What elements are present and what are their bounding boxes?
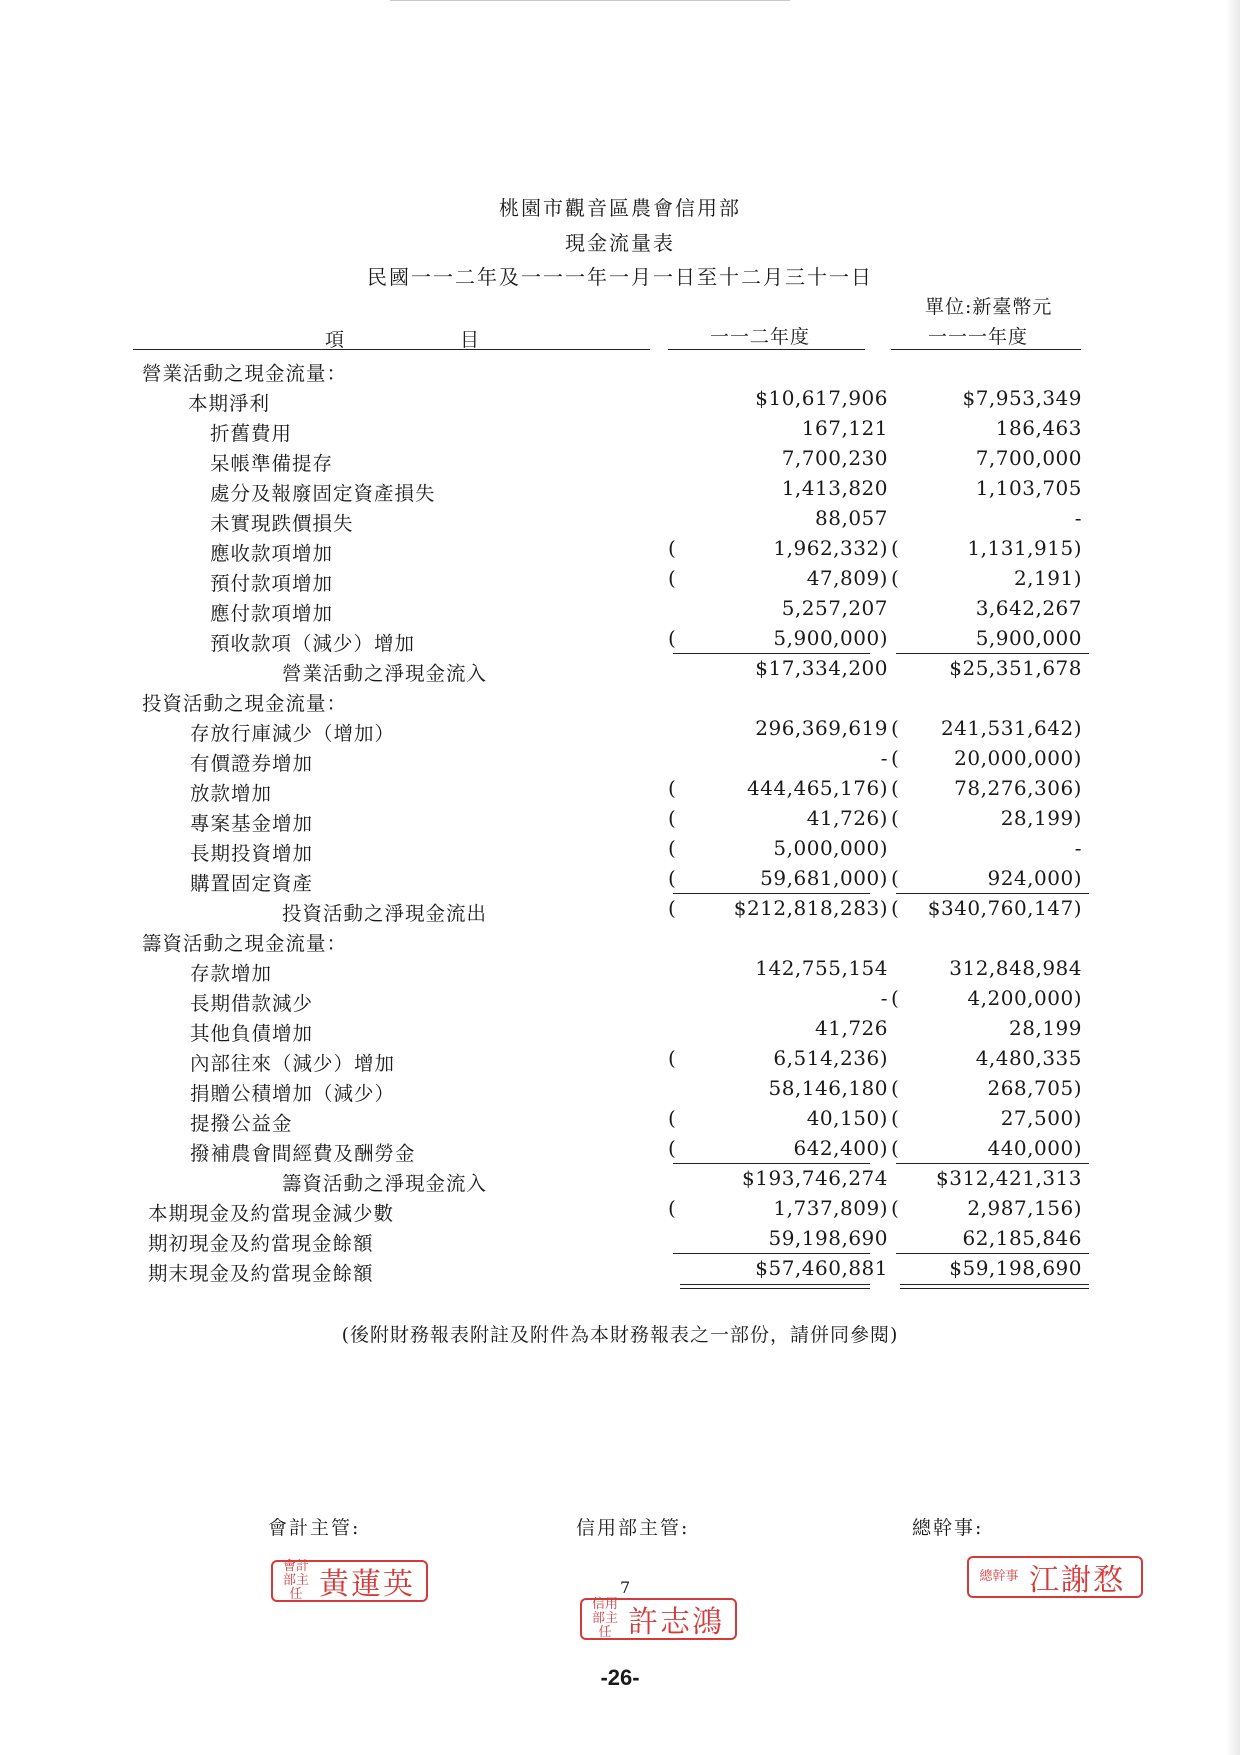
value-year-111: 27,500) [1000,1106,1082,1130]
general-manager-stamp [967,1556,1143,1598]
table-row [0,744,1240,774]
footnote: (後附財務報表附註及附件為本財務報表之一部份，請併同參閱) [341,1324,899,1346]
value-year-111: 5,900,000 [975,626,1082,650]
stamp-title: 總幹事 [979,1569,1019,1584]
table-row [0,894,1240,924]
value-year-112: 142,755,154 [755,956,888,980]
row-label: 長期投資增加 [190,842,314,865]
table-row [0,1074,1240,1104]
value-year-112: $10,617,906 [755,386,888,410]
value-year-112: 58,146,180 [768,1076,888,1100]
value-year-111: 1,131,915) [967,536,1082,560]
value-year-111: 924,000) [987,866,1082,890]
negative-paren-111: ( [891,866,899,890]
value-year-112: 5,000,000) [773,836,888,860]
row-label: 長期借款減少 [190,992,314,1015]
row-label: 未實現跌價損失 [210,512,354,535]
stamp-name: 許志鴻 [628,1605,724,1640]
row-label: 存放行庫減少（增加） [190,722,396,745]
header-underline-year-111 [891,349,1081,350]
row-label: 應付款項增加 [210,602,334,625]
row-label: 籌資活動之淨現金流入 [282,1172,488,1195]
table-row [0,1014,1240,1044]
negative-paren-112: ( [668,1046,676,1070]
column-header-year-112: 一一二年度 [710,326,811,348]
value-year-111: 20,000,000) [954,746,1082,770]
row-label: 存款增加 [190,962,273,985]
negative-paren-111: ( [891,776,899,800]
value-year-111: 186,463 [995,416,1082,440]
table-row [0,504,1240,534]
negative-paren-112: ( [668,1106,676,1130]
value-year-111: 7,700,000 [975,446,1082,470]
negative-paren-111: ( [891,1136,899,1160]
value-year-111: 241,531,642) [940,716,1082,740]
table-row [0,1254,1240,1284]
table-row [0,414,1240,444]
page-number: -26- [600,1665,640,1690]
statement-title: 現金流量表 [565,231,675,255]
row-label: 放款增加 [190,782,273,805]
table-row [0,654,1240,684]
credit-stamp [580,1598,737,1640]
signature-label-credit: 信用部主管: [576,1517,690,1539]
row-label: 呆帳準備提存 [210,452,334,475]
row-label: 本期淨利 [188,392,271,415]
value-year-112: 444,465,176) [746,776,888,800]
table-row [0,354,1240,384]
value-year-111: 28,199 [1009,1016,1082,1040]
table-row [0,864,1240,894]
negative-paren-112: ( [668,896,676,920]
table-row [0,444,1240,474]
value-year-112: $57,460,881 [755,1256,888,1280]
row-label: 投資活動之現金流量： [142,692,348,715]
value-year-112: 642,400) [793,1136,888,1160]
row-label: 折舊費用 [210,422,293,445]
table-row [0,1164,1240,1194]
value-year-112: 7,700,230 [781,446,888,470]
value-year-112: 41,726) [806,806,888,830]
row-label: 購置固定資產 [190,872,314,895]
table-row [0,1134,1240,1164]
value-year-112: - [880,986,888,1010]
row-label: 投資活動之淨現金流出 [282,902,488,925]
cash-flow-table [0,354,1240,1284]
row-label: 期末現金及約當現金餘額 [148,1262,374,1285]
table-row [0,594,1240,624]
negative-paren-112: ( [668,626,676,650]
negative-paren-112: ( [668,806,676,830]
value-year-111: $25,351,678 [949,656,1082,680]
value-year-112: 40,150) [806,1106,888,1130]
table-row [0,474,1240,504]
table-row [0,714,1240,744]
stamp-title: 會計部主任 [282,1559,309,1602]
negative-paren-112: ( [668,1196,676,1220]
value-year-111: 268,705) [987,1076,1082,1100]
value-year-112: 296,369,619 [755,716,888,740]
row-label: 期初現金及約當現金餘額 [148,1232,374,1255]
row-label: 營業活動之淨現金流入 [282,662,488,685]
value-year-112: 41,726 [815,1016,888,1040]
value-year-112: 5,257,207 [781,596,888,620]
stamp-name: 黃蓮英 [319,1567,415,1602]
value-year-111: 4,200,000) [967,986,1082,1010]
stamp-title: 信用部主任 [591,1597,618,1640]
table-row [0,834,1240,864]
column-header-item: 項 目 [325,329,480,351]
negative-paren-111: ( [891,746,899,770]
table-row [0,984,1240,1014]
value-year-112: 1,962,332) [773,536,888,560]
value-year-111: 312,848,984 [949,956,1082,980]
value-year-112: $193,746,274 [742,1166,888,1190]
value-year-112: 59,681,000) [760,866,888,890]
value-year-111: 2,191) [1013,566,1082,590]
negative-paren-111: ( [891,986,899,1010]
table-row [0,924,1240,954]
value-year-111: 1,103,705 [975,476,1082,500]
row-label: 提撥公益金 [190,1112,293,1135]
value-year-112: 1,737,809) [773,1196,888,1220]
row-label: 本期現金及約當現金減少數 [148,1202,395,1225]
stamp-name: 江謝愗 [1029,1563,1125,1598]
row-label: 營業活動之現金流量： [142,362,348,385]
value-year-111: 4,480,335 [975,1046,1082,1070]
column-header-year-111: 一一一年度 [928,326,1029,348]
grand-total-double-rule-111 [900,1284,1089,1289]
row-label: 有價證券增加 [190,752,314,775]
table-row [0,774,1240,804]
negative-paren-111: ( [891,716,899,740]
row-label: 內部往來（減少）增加 [190,1052,396,1075]
negative-paren-111: ( [891,536,899,560]
value-year-111: - [1074,506,1082,530]
negative-paren-111: ( [891,566,899,590]
table-row [0,804,1240,834]
grand-total-double-rule-112 [680,1284,870,1289]
negative-paren-111: ( [891,806,899,830]
negative-paren-111: ( [891,1076,899,1100]
table-row [0,1104,1240,1134]
row-label: 應收款項增加 [210,542,334,565]
row-label: 預付款項增加 [210,572,334,595]
negative-paren-112: ( [668,866,676,890]
table-row [0,1194,1240,1224]
negative-paren-112: ( [668,566,676,590]
value-year-111: 3,642,267 [975,596,1082,620]
value-year-112: 5,900,000) [773,626,888,650]
negative-paren-112: ( [668,836,676,860]
negative-paren-111: ( [891,1196,899,1220]
value-year-112: 6,514,236) [773,1046,888,1070]
period-title: 民國一一二年及一一一年一月一日至十二月三十一日 [367,265,873,289]
row-label: 處分及報廢固定資產損失 [210,482,436,505]
accounting-stamp [271,1560,428,1602]
row-label: 其他負債增加 [190,1022,314,1045]
table-row [0,384,1240,414]
value-year-111: $7,953,349 [962,386,1082,410]
value-year-111: 62,185,846 [962,1226,1082,1250]
signature-label-accounting: 會計主管: [268,1517,361,1539]
value-year-111: $59,198,690 [949,1256,1082,1280]
table-row [0,954,1240,984]
header-underline-year-112 [668,349,865,350]
table-row [0,624,1240,654]
negative-paren-112: ( [668,536,676,560]
value-year-111: $340,760,147) [927,896,1082,920]
negative-paren-112: ( [668,776,676,800]
value-year-112: $17,334,200 [755,656,888,680]
row-label: 撥補農會間經費及酬勞金 [190,1142,416,1165]
negative-paren-111: ( [891,1106,899,1130]
row-label: 專案基金增加 [190,812,314,835]
value-year-111: 28,199) [1000,806,1082,830]
negative-paren-111: ( [891,896,899,920]
value-year-112: 167,121 [801,416,888,440]
table-row [0,684,1240,714]
value-year-112: $212,818,283) [733,896,888,920]
row-label: 預收款項（減少）增加 [210,632,416,655]
value-year-112: 59,198,690 [768,1226,888,1250]
value-year-111: 2,987,156) [967,1196,1082,1220]
table-row [0,564,1240,594]
inner-page-number: 7 [620,1578,631,1597]
value-year-111: 440,000) [987,1136,1082,1160]
currency-unit: 單位:新臺幣元 [925,296,1053,318]
header-underline-item [133,349,650,350]
value-year-111: - [1074,836,1082,860]
table-row [0,534,1240,564]
organization-title: 桃園市觀音區農會信用部 [499,196,741,220]
negative-paren-112: ( [668,1136,676,1160]
row-label: 捐贈公積增加（減少） [190,1082,396,1105]
value-year-112: 47,809) [806,566,888,590]
signature-label-general-manager: 總幹事: [912,1517,984,1539]
table-row [0,1224,1240,1254]
table-row [0,1044,1240,1074]
scan-artifact-line [390,0,790,1]
value-year-111: $312,421,313 [936,1166,1082,1190]
row-label: 籌資活動之現金流量： [142,932,348,955]
value-year-112: 88,057 [815,506,888,530]
value-year-112: 1,413,820 [781,476,888,500]
value-year-111: 78,276,306) [954,776,1082,800]
value-year-112: - [880,746,888,770]
